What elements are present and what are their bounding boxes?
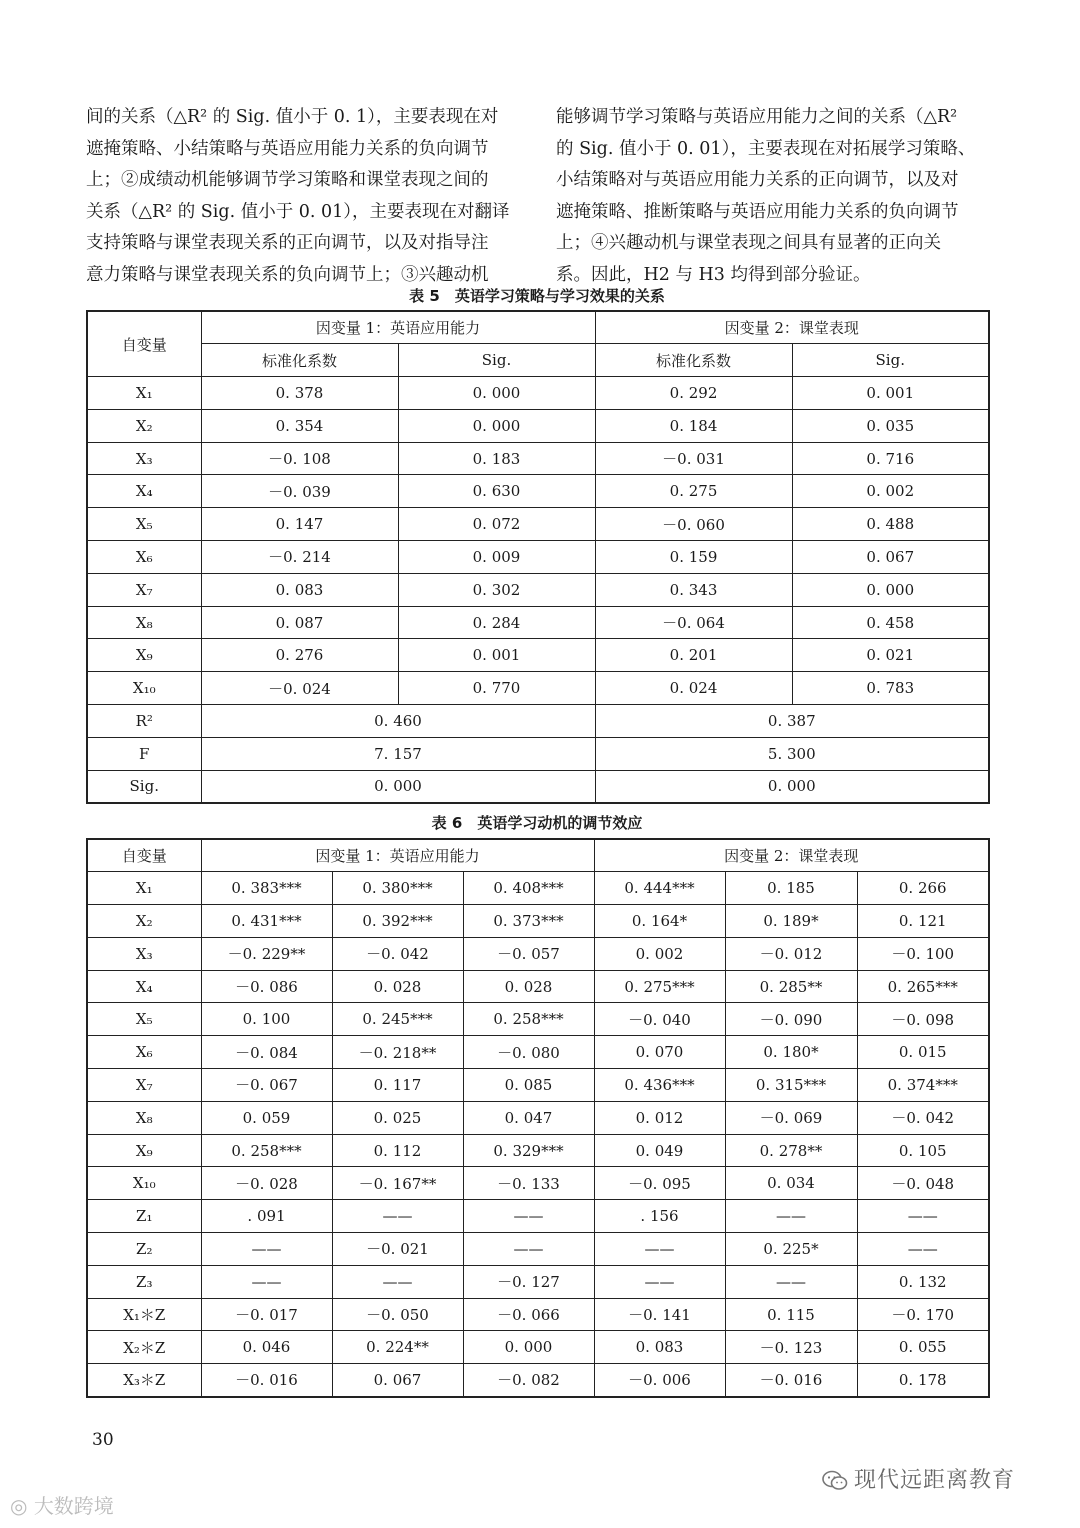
table6-value-cell: —— [857,1233,989,1266]
table5-variable-cell: X₁₀ [87,672,201,705]
table6-value-cell: 0. 383*** [201,872,332,905]
table6-value-cell: 0. 258*** [463,1003,594,1036]
table6-value-cell: －0. 012 [725,937,857,970]
body-line: 遮掩策略、推断策略与英语应用能力关系的负向调节 [556,201,959,222]
table6-value-cell: －0. 098 [857,1003,989,1036]
table6-value-cell: 0. 070 [594,1036,725,1069]
table5-stat-value: 0. 000 [201,770,595,803]
table6-value-cell: －0. 133 [463,1167,594,1200]
table6-value-cell: 0. 083 [594,1331,725,1364]
table5-summary-row [87,770,989,803]
table6-value-cell: 0. 012 [594,1101,725,1134]
table6-value-cell: —— [725,1200,857,1233]
table6-value-cell: －0. 016 [201,1364,332,1397]
table5-stat-value: 5. 300 [595,737,989,770]
table6-value-cell: 0. 028 [463,970,594,1003]
table6-variable-cell: X₃＊Z [87,1364,201,1397]
table6-row [87,1036,989,1069]
table5-row [87,573,989,606]
table6-value-cell: 0. 105 [857,1134,989,1167]
table6-value-cell: 0. 085 [463,1069,594,1102]
table5-value-cell: 0. 184 [595,409,792,442]
table6-value-cell: 0. 002 [594,937,725,970]
table5-value-cell: －0. 108 [201,442,398,475]
table6-value-cell: －0. 042 [857,1101,989,1134]
table5-value-cell: －0. 031 [595,442,792,475]
table5-value-cell: 0. 067 [792,541,989,574]
table6-row [87,1233,989,1266]
table6-value-cell: —— [201,1265,332,1298]
table6-value-cell: 0. 225* [725,1233,857,1266]
table6-value-cell: 0. 185 [725,872,857,905]
table6-value-cell: 0. 392*** [332,905,463,938]
table6-value-cell: —— [725,1265,857,1298]
table5-value-cell: 0. 072 [398,508,595,541]
body-line: 支持策略与课堂表现关系的正向调节，以及对指导注 [86,233,489,253]
table6-value-cell: . 156 [594,1200,725,1233]
table6-value-cell: －0. 028 [201,1167,332,1200]
table6-value-cell: 0. 329*** [463,1134,594,1167]
table5-stat-value: 7. 157 [201,737,595,770]
table5-variable-cell: X₆ [87,541,201,574]
body-line: 间的关系（△R² 的 Sig. 值小于 0. 1），主要表现在对 [86,107,499,127]
table5-row [87,672,989,705]
table5-value-cell: 0. 378 [201,377,398,410]
table5-value-cell: 0. 000 [398,409,595,442]
table6-value-cell: 0. 049 [594,1134,725,1167]
table6-variable-cell: X₂＊Z [87,1331,201,1364]
table6-dv2-header: 因变量 2：课堂表现 [594,839,989,872]
table6-value-cell: 0. 265*** [857,970,989,1003]
table6-variable-cell: X₄ [87,970,201,1003]
table5-stat-label: R² [87,705,201,738]
table6-row [87,937,989,970]
table5-value-cell: 0. 000 [398,377,595,410]
table6-value-cell: 0. 178 [857,1364,989,1397]
table6-row [87,1167,989,1200]
table5-value-cell: 0. 201 [595,639,792,672]
table6-value-cell: 0. 112 [332,1134,463,1167]
table6-value-cell: . 091 [201,1200,332,1233]
table6-value-cell: －0. 167** [332,1167,463,1200]
table5-stat-value: 0. 000 [595,770,989,803]
watermark-wechat [822,1463,1015,1494]
body-text-right-column [556,102,992,291]
table6-value-cell: 0. 315*** [725,1069,857,1102]
table6-value-cell: 0. 374*** [857,1069,989,1102]
table6-value-cell: －0. 080 [463,1036,594,1069]
table6-value-cell: －0. 141 [594,1298,725,1331]
table5-variable-cell: X₈ [87,606,201,639]
table5-stat-label: F [87,737,201,770]
table6-value-cell: 0. 380*** [332,872,463,905]
table5-row [87,409,989,442]
table6-value-cell: 0. 431*** [201,905,332,938]
table6-variable-cell: X₈ [87,1101,201,1134]
table5-value-cell: 0. 488 [792,508,989,541]
table6-value-cell: 0. 000 [463,1331,594,1364]
watermark-right-text: 现代远距离教育 [854,1468,1016,1493]
table5-value-cell: 0. 292 [595,377,792,410]
watermark-left [10,1490,114,1519]
table5-value-cell: －0. 060 [595,508,792,541]
table5-variable-cell: X₄ [87,475,201,508]
table6-value-cell: 0. 285** [725,970,857,1003]
table6-value-cell: 0. 180* [725,1036,857,1069]
table5-variable-cell: X₂ [87,409,201,442]
table5-value-cell: 0. 276 [201,639,398,672]
table6-value-cell: 0. 100 [201,1003,332,1036]
table5-stat-value: 0. 460 [201,705,595,738]
table5-value-cell: 0. 147 [201,508,398,541]
table5-value-cell: 0. 024 [595,672,792,705]
table6-value-cell: －0. 090 [725,1003,857,1036]
table6-value-cell: 0. 258*** [201,1134,332,1167]
table6-variable-cell: X₁₀ [87,1167,201,1200]
table5-value-cell: 0. 183 [398,442,595,475]
table5-row [87,508,989,541]
table5-variable-cell: X₉ [87,639,201,672]
table6-value-cell: —— [463,1200,594,1233]
table6-corner-header: 自变量 [87,839,201,872]
table6-value-cell: 0. 015 [857,1036,989,1069]
body-line: 能够调节学习策略与英语应用能力之间的关系（△R² [556,107,958,127]
table6-value-cell: 0. 047 [463,1101,594,1134]
table6-value-cell: －0. 086 [201,970,332,1003]
table6-value-cell: —— [332,1200,463,1233]
table6-value-cell: －0. 082 [463,1364,594,1397]
table5-value-cell: 0. 087 [201,606,398,639]
table6-variable-cell: Z₂ [87,1233,201,1266]
table6-value-cell: －0. 229** [201,937,332,970]
table6-row [87,970,989,1003]
table6-value-cell: －0. 100 [857,937,989,970]
table6-value-cell: －0. 069 [725,1101,857,1134]
table5-variable-cell: X₃ [87,442,201,475]
table6-variable-cell: X₉ [87,1134,201,1167]
table6 [86,838,990,1398]
table6-value-cell: －0. 127 [463,1265,594,1298]
table5-subheader: 标准化系数 [201,344,398,377]
table6-variable-cell: Z₃ [87,1265,201,1298]
table6-value-cell: 0. 436*** [594,1069,725,1102]
table5-value-cell: 0. 001 [792,377,989,410]
table6-value-cell: －0. 084 [201,1036,332,1069]
table5-stat-label: Sig. [87,770,201,803]
table6-variable-cell: X₁ [87,872,201,905]
table5-row [87,377,989,410]
table5-subheader: 标准化系数 [595,344,792,377]
table6-value-cell: －0. 218** [332,1036,463,1069]
body-line: 意力策略与课堂表现关系的负向调节上；③兴趣动机 [86,264,489,285]
table6-row [87,1069,989,1102]
table5-subheader: Sig. [792,344,989,377]
table5-value-cell: 0. 083 [201,573,398,606]
table5-row [87,442,989,475]
body-line: 遮掩策略、小结策略与英语应用能力关系的负向调节 [86,138,489,159]
table6-value-cell: －0. 123 [725,1331,857,1364]
table6-value-cell: －0. 048 [857,1167,989,1200]
table6-row [87,1101,989,1134]
table6-row [87,1134,989,1167]
table5-value-cell: 0. 458 [792,606,989,639]
table6-value-cell: 0. 444*** [594,872,725,905]
table6-value-cell: —— [594,1265,725,1298]
table5-value-cell: 0. 716 [792,442,989,475]
table6-row [87,905,989,938]
table6-value-cell: －0. 021 [332,1233,463,1266]
body-line: 的 Sig. 值小于 0. 01），主要表现在对拓展学习策略、 [556,138,976,159]
table5-value-cell: 0. 035 [792,409,989,442]
watermark-left-text: 大数跨境 [33,1494,114,1518]
table6-variable-cell: X₇ [87,1069,201,1102]
table6-value-cell: —— [201,1233,332,1266]
table6-variable-cell: Z₁ [87,1200,201,1233]
table5-variable-cell: X₁ [87,377,201,410]
table6-row [87,872,989,905]
table6-value-cell: 0. 132 [857,1265,989,1298]
table6-value-cell: 0. 189* [725,905,857,938]
table5-value-cell: 0. 354 [201,409,398,442]
table5 [86,310,990,804]
table6-value-cell: 0. 275*** [594,970,725,1003]
table5-value-cell: －0. 064 [595,606,792,639]
table6-caption: 表 6 英语学习动机的调节效应 [431,814,643,832]
watermark-logo-icon: ◎ [10,1494,34,1518]
body-line: 上；②成绩动机能够调节学习策略和课堂表现之间的 [86,170,489,190]
table5-row [87,541,989,574]
table6-row [87,1003,989,1036]
table6-variable-cell: X₅ [87,1003,201,1036]
table6-value-cell: 0. 121 [857,905,989,938]
table5-row [87,606,989,639]
table6-variable-cell: X₃ [87,937,201,970]
table6-value-cell: －0. 017 [201,1298,332,1331]
table6-value-cell: －0. 066 [463,1298,594,1331]
table6-variable-cell: X₆ [87,1036,201,1069]
table6-value-cell: －0. 016 [725,1364,857,1397]
table6-variable-cell: X₁＊Z [87,1298,201,1331]
table5-value-cell: 0. 009 [398,541,595,574]
body-line: 上；④兴趣动机与课堂表现之间具有显著的正向关 [556,233,941,253]
table6-value-cell: —— [463,1233,594,1266]
table6-value-cell: 0. 034 [725,1167,857,1200]
table6-row [87,1298,989,1331]
table5-value-cell: 0. 275 [595,475,792,508]
table6-value-cell: －0. 040 [594,1003,725,1036]
table6-value-cell: 0. 266 [857,872,989,905]
table6-row [87,1331,989,1364]
table5-value-cell: 0. 000 [792,573,989,606]
table5-subheader: Sig. [398,344,595,377]
table6-value-cell: －0. 042 [332,937,463,970]
table5-value-cell: －0. 024 [201,672,398,705]
table5-corner-header: 自变量 [87,311,201,377]
body-line: 关系（△R² 的 Sig. 值小于 0. 01），主要表现在对翻译 [86,201,510,222]
table5-row [87,475,989,508]
table5-dv1-header: 因变量 1：英语应用能力 [201,311,595,344]
table5-value-cell: 0. 343 [595,573,792,606]
table6-value-cell: 0. 028 [332,970,463,1003]
table6-value-cell: 0. 224** [332,1331,463,1364]
table5-value-cell: 0. 001 [398,639,595,672]
table5-value-cell: 0. 021 [792,639,989,672]
table6-value-cell: 0. 278** [725,1134,857,1167]
table5-value-cell: 0. 302 [398,573,595,606]
table6-value-cell: 0. 067 [332,1364,463,1397]
table6-row [87,1200,989,1233]
body-line: 小结策略对与英语应用能力关系的正向调节，以及对 [556,170,959,190]
table6-value-cell: —— [332,1265,463,1298]
table6-value-cell: －0. 006 [594,1364,725,1397]
wechat-icon [822,1470,848,1492]
table6-value-cell: －0. 067 [201,1069,332,1102]
table6-value-cell: －0. 057 [463,937,594,970]
table5-value-cell: 0. 783 [792,672,989,705]
table6-value-cell: 0. 373*** [463,905,594,938]
table5-summary-row [87,705,989,738]
table5-variable-cell: X₇ [87,573,201,606]
page-number: 30 [92,1430,114,1450]
table5-dv2-header: 因变量 2：课堂表现 [595,311,989,344]
table5-caption: 表 5 英语学习策略与学习效果的关系 [409,287,665,305]
table6-value-cell: —— [594,1233,725,1266]
table6-value-cell: 0. 164* [594,905,725,938]
table5-value-cell: 0. 159 [595,541,792,574]
table6-variable-cell: X₂ [87,905,201,938]
table6-value-cell: 0. 245*** [332,1003,463,1036]
table6-value-cell: 0. 055 [857,1331,989,1364]
table5-row [87,639,989,672]
table6-value-cell: 0. 046 [201,1331,332,1364]
table6-row [87,1265,989,1298]
table5-value-cell: 0. 770 [398,672,595,705]
table6-dv1-header: 因变量 1：英语应用能力 [201,839,594,872]
table5-stat-value: 0. 387 [595,705,989,738]
table6-value-cell: －0. 095 [594,1167,725,1200]
body-line: 系。因此，H2 与 H3 均得到部分验证。 [556,264,871,285]
table5-variable-cell: X₅ [87,508,201,541]
table6-value-cell: 0. 059 [201,1101,332,1134]
table5-value-cell: 0. 002 [792,475,989,508]
table6-value-cell: 0. 408*** [463,872,594,905]
table6-row [87,1364,989,1397]
table6-value-cell: 0. 025 [332,1101,463,1134]
body-text-left-column [86,102,522,291]
table5-summary-row [87,737,989,770]
table5-value-cell: －0. 039 [201,475,398,508]
table6-value-cell: 0. 115 [725,1298,857,1331]
table6-value-cell: 0. 117 [332,1069,463,1102]
table5-value-cell: －0. 214 [201,541,398,574]
table6-value-cell: －0. 050 [332,1298,463,1331]
table5-value-cell: 0. 630 [398,475,595,508]
table5-value-cell: 0. 284 [398,606,595,639]
table6-value-cell: —— [857,1200,989,1233]
table6-value-cell: －0. 170 [857,1298,989,1331]
